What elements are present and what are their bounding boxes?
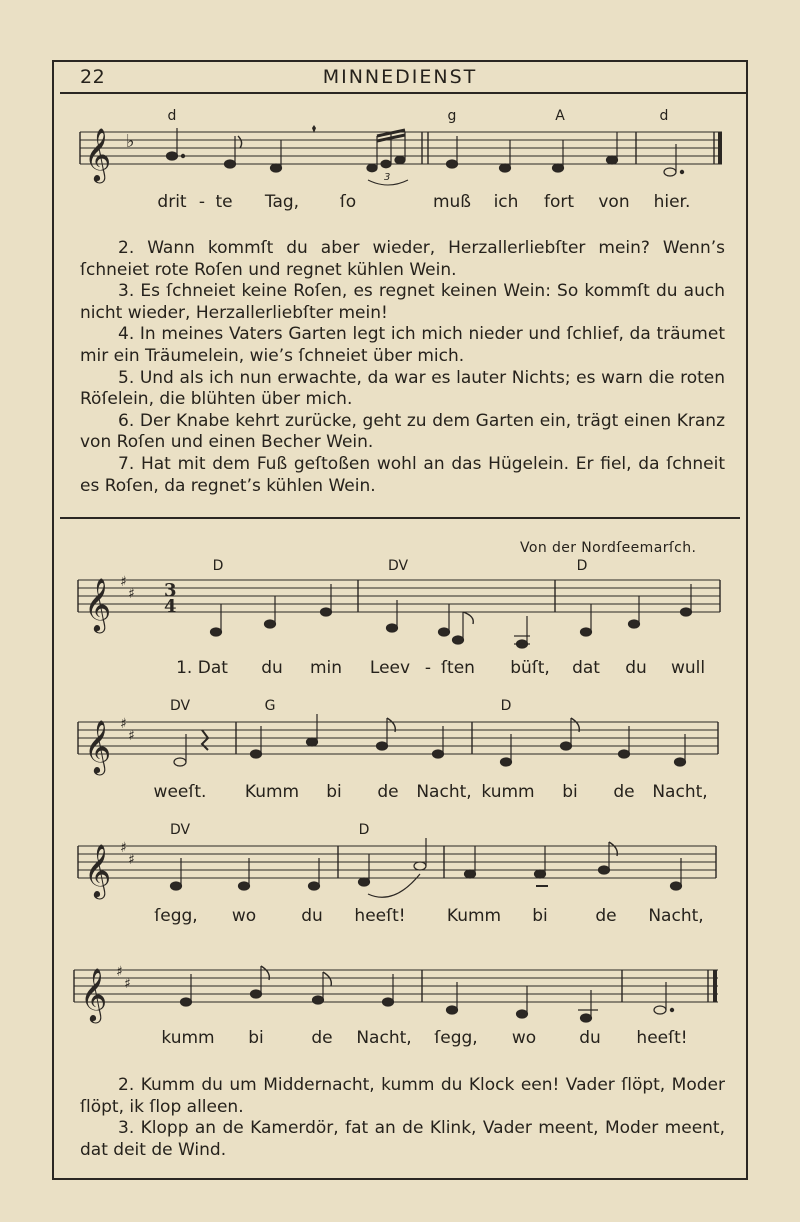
verse: 2. Kumm du um Middernacht, kumm du Klock een! Vader ſlöpt, Moder ſlöpt, ik ſlop alleen. [80,1075,725,1117]
svg-text:3: 3 [164,580,177,601]
svg-text:♯: ♯ [128,852,135,868]
lyric-syllable: ich [493,192,519,212]
lyric-syllable: bi [248,1028,264,1048]
verse: 5. Und als ich nun erwachte, da war es lauter Nichts; es warn die roten Röſelein, die blühten über mich. [80,367,725,410]
svg-text:3: 3 [384,172,391,183]
lyric-syllable: ſten [441,658,475,678]
svg-text:𝄞: 𝄞 [84,719,112,773]
chord-symbol: DV [387,558,409,574]
svg-text:𝄞: 𝄞 [80,967,108,1021]
lyric-syllable: fort [543,192,575,212]
lyric-syllable: de [377,782,399,802]
lyric-syllable: wull [670,658,706,678]
lyric-syllable: 1. Dat [176,658,228,678]
lyric-syllable: bi [562,782,578,802]
lyric-syllable: weeſt. [153,782,207,802]
lyric-syllable: - [198,192,206,212]
page-number: 22 [80,66,106,88]
chord-symbol: d [167,108,177,124]
lyric-syllable: wo [231,906,257,926]
svg-text:𝄞: 𝄞 [84,127,112,181]
lyric-syllable: ſegg, [434,1028,478,1048]
verse: 4. In meines Vaters Garten legt ich mich nieder und ſchlief, da träumet mir ein Träumelein, wie’s ſchneiet über mich. [80,324,725,366]
lyric-syllable: heeſt! [636,1028,688,1048]
lyric-syllable: dat [572,658,600,678]
lyric-syllable: min [309,658,343,678]
chord-symbol: A [555,108,565,124]
lyric-syllable: wo [511,1028,537,1048]
svg-text:𝄞: 𝄞 [84,577,112,631]
svg-text:♯: ♯ [128,586,135,602]
lyric-syllable: Kumm [446,906,502,926]
lyric-syllable: Nacht, [416,782,472,802]
svg-text:♯: ♯ [120,840,127,856]
lyric-syllable: muß [432,192,472,212]
svg-text:♯: ♯ [124,976,131,992]
lyric-syllable: de [595,906,617,926]
lyric-syllable: heeſt! [354,906,406,926]
chord-symbol: G [264,698,276,714]
lyric-syllable: - [424,658,432,678]
source-note: Von der Nordſeemarſch. [520,540,697,556]
chord-symbol: DV [169,822,191,838]
chord-symbol: g [447,108,457,124]
lyric-syllable: du [301,906,323,926]
lyric-syllable: du [579,1028,601,1048]
svg-text:𝄞: 𝄞 [84,843,112,897]
svg-text:4: 4 [164,596,177,617]
lyric-syllable: ſo [339,192,357,212]
verse: 6. Der Knabe kehrt zurücke, geht zu dem Garten ein, trägt einen Kranz von Roſen und einen Becher Wein. [80,410,725,453]
lyric-syllable: ſegg, [154,906,198,926]
verse: 7. Hat mit dem Fuß geſtoßen wohl an das Hügelein. Er fiel, da ſchneit es Roſen, da regnet’s kühlen Wein. [80,453,725,496]
lyric-syllable: Tag, [264,192,300,212]
lyric-syllable: Leev [369,658,411,678]
svg-text:♯: ♯ [120,716,127,732]
lyric-syllable: Nacht, [356,1028,412,1048]
lyric-syllable: de [613,782,635,802]
lyric-syllable: kumm [161,1028,215,1048]
chord-symbol: d [659,108,669,124]
svg-text:♯: ♯ [128,728,135,744]
lyric-syllable: bi [326,782,342,802]
chord-symbol: D [358,822,370,838]
lyric-syllable: te [215,192,233,212]
lyric-syllable: Nacht, [652,782,708,802]
lyric-syllable: Nacht, [648,906,704,926]
lyric-syllable: kumm [481,782,535,802]
running-title: MINNEDIENST [322,66,478,88]
chord-symbol: DV [169,698,191,714]
lyric-syllable: de [311,1028,333,1048]
chord-symbol: D [212,558,224,574]
chord-symbol: D [500,698,512,714]
lyric-syllable: bi [532,906,548,926]
lyric-syllable: du [261,658,283,678]
verse: 3. Es ſchneiet keine Roſen, es regnet keinen Wein: So kommſt du auch nicht wieder, Herzallerliebſter mein! [80,281,725,323]
verse: 3. Klopp an de Kamerdör, fat an de Klink, Vader meent, Moder meent, dat deit de Wind. [80,1118,725,1160]
lyric-syllable: von [598,192,630,212]
lyric-syllable: Kumm [244,782,300,802]
lyric-syllable: du [625,658,647,678]
svg-text:♯: ♯ [116,964,123,980]
lyric-syllable: drit [157,192,187,212]
lyric-syllable: büſt, [510,658,550,678]
lyric-syllable: hier. [653,192,691,212]
svg-text:♭: ♭ [126,131,135,152]
svg-text:♯: ♯ [120,574,127,590]
chord-symbol: D [576,558,588,574]
verses-song2 [80,1075,725,1161]
verse: 2. Wann kommſt du aber wieder, Herzallerliebſter mein? Wenn’s ſchneiet rote Roſen und regnet kühlen Wein. [80,238,725,280]
